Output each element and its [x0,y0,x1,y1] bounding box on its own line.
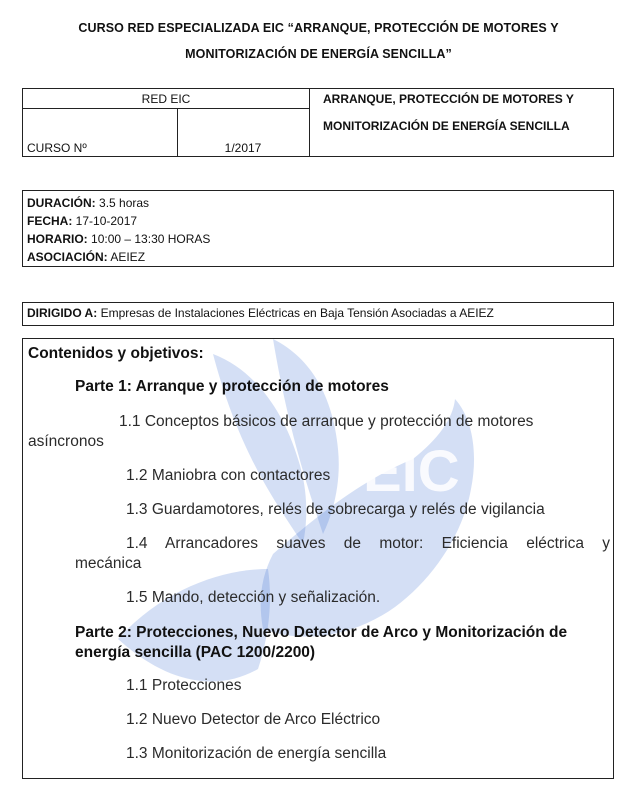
course-header-table [22,88,614,157]
part-2-title-line-1: Parte 2: Protecciones, Nuevo Detector de Arco y Monitorización de [75,624,568,641]
duration-row [27,194,613,212]
part-1-item-5: 1.5 Mando, detección y señalización. [126,589,381,606]
document-title-line-1: CURSO RED ESPECIALIZADA EIC “ARRANQUE, PROTECCIÓN DE MOTORES Y [78,21,559,35]
target-audience-label: DIRIGIDO A: [27,306,98,320]
date-row [27,212,613,230]
target-audience-box [22,302,614,326]
part-1-title: Parte 1: Arranque y protección de motores [75,378,389,395]
date-label: FECHA: [27,214,73,228]
part-2-item-3: 1.3 Monitorización de energía sencilla [126,745,387,762]
schedule-row [27,230,613,248]
part-1-item-1-line-1: 1.1 Conceptos básicos de arranque y protección de motores [119,413,534,430]
association-value: AEIEZ [110,250,146,264]
target-audience-value: Empresas de Instalaciones Eléctricas en Baja Tensión Asociadas a AEIEZ [100,306,494,320]
course-number-label: CURSO Nº [27,141,87,155]
duration-value: 3.5 horas [99,196,150,210]
duration-label: DURACIÓN: [27,196,96,210]
part-1-item-4-line-1: 1.4 Arrancadores suaves de motor: Eficiencia eléctrica y [126,535,610,552]
part-2-item-2: 1.2 Nuevo Detector de Arco Eléctrico [126,711,381,728]
schedule-label: HORARIO: [27,232,88,246]
association-row [27,248,613,266]
header-divider-vertical [309,89,310,156]
network-name: RED EIC [141,92,191,106]
document-title-line-2: MONITORIZACIÓN DE ENERGÍA SENCILLA” [185,47,452,61]
watermark-logo-text: EIC [363,439,460,504]
contents-heading: Contenidos y objetivos: [28,345,204,362]
contents-box [22,338,614,779]
part-2-title-line-2: energía sencilla (PAC 1200/2200) [75,644,316,661]
course-info-box [22,190,614,267]
schedule-value: 10:00 – 13:30 HORAS [91,232,211,246]
association-label: ASOCIACIÓN: [27,250,108,264]
part-1-item-1-line-2: asíncronos [28,433,104,450]
part-2-item-1: 1.1 Protecciones [126,677,242,694]
course-name-line-1: ARRANQUE, PROTECCIÓN DE MOTORES Y [323,92,574,106]
date-value: 17-10-2017 [75,214,138,228]
part-1-item-2: 1.2 Maniobra con contactores [126,467,331,484]
part-1-item-3: 1.3 Guardamotores, relés de sobrecarga y relés de vigilancia [126,501,545,518]
course-name-line-2: MONITORIZACIÓN DE ENERGÍA SENCILLA [323,119,570,133]
part-1-item-4-line-2: mecánica [75,555,142,572]
header-divider-horizontal [23,108,309,109]
course-number-value: 1/2017 [224,141,262,155]
